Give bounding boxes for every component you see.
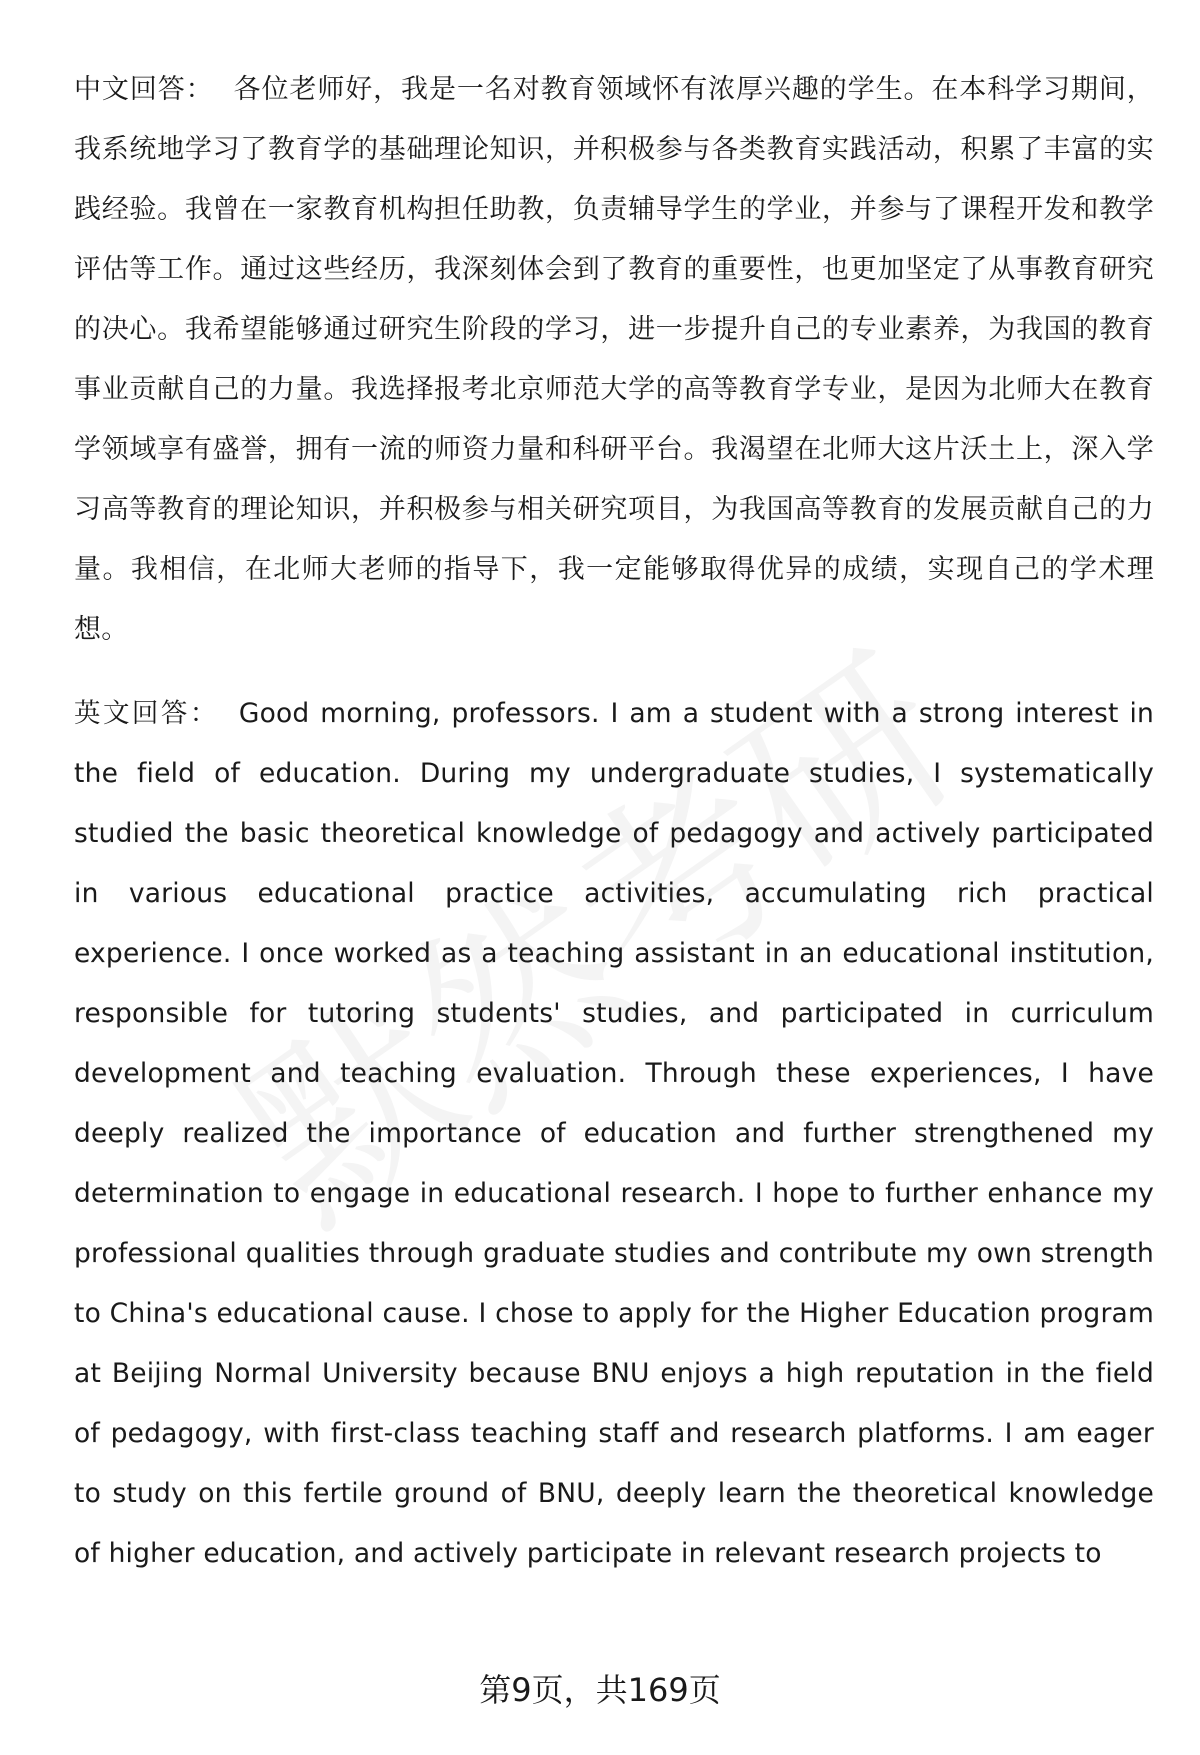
english-answer-label: 英文回答： bbox=[74, 698, 219, 729]
page-number-footer: 第9页，共169页 bbox=[479, 1671, 721, 1709]
chinese-answer-label: 中文回答： bbox=[74, 74, 214, 105]
chinese-answer-text: 各位老师好，我是一名对教育领域怀有浓厚兴趣的学生。在本科学习期间，我系统地学习了教育学的基础理论知识，并积极参与各类教育实践活动，积累了丰富的实践经验。我曾在一家教育机构担任助教，负责辅导学生的学业，并参与了课程开发和教学评估等工作。通过这些经历，我深刻体会到了教育的重要性，也更加坚定了从事教育研究的决心。我希望能够通过研究生阶段的学习，进一步提升自己的专业素养，为我国的教育事业贡献自己的力量。我选择报考北京师范大学的高等教育学专业，是因为北师大在教育学领域享有盛誉，拥有一流的师资力量和科研平台。我渴望在北师大这片沃土上，深入学习高等教育的理论知识，并积极参与相关研究项目，为我国高等教育的发展贡献自己的力量。我相信，在北师大老师的指导下，我一定能够取得优异的成绩，实现自己的学术理想。 bbox=[74, 74, 1155, 645]
english-answer-text: Good morning, professors. I am a student with a strong interest in the field of education. During my undergraduate studies, I systematically studied the basic theoretical knowledge of pedagogy and actively participated in various educational practice activities, accumulating rich practical experience. I once worked as a teaching assistant in an educational institution, responsible for tutoring students' studies, and participated in curriculum development and teaching evaluation. Through these experiences, I have deeply realized the importance of education and further strengthened my determination to engage in educational research. I hope to further enhance my professional qualities through graduate studies and contribute my own strength to China's educational cause. I chose to apply for the Higher Education program at Beijing Normal University because BNU enjoys a high reputation in the field of pedagogy, with first-class teaching staff and research platforms. I am eager to study on this fertile ground of BNU, deeply learn the theoretical knowledge of higher education, and actively participate in relevant research projects to bbox=[74, 698, 1155, 1569]
english-answer-paragraph bbox=[74, 684, 1154, 1584]
chinese-answer-paragraph bbox=[74, 60, 1154, 660]
